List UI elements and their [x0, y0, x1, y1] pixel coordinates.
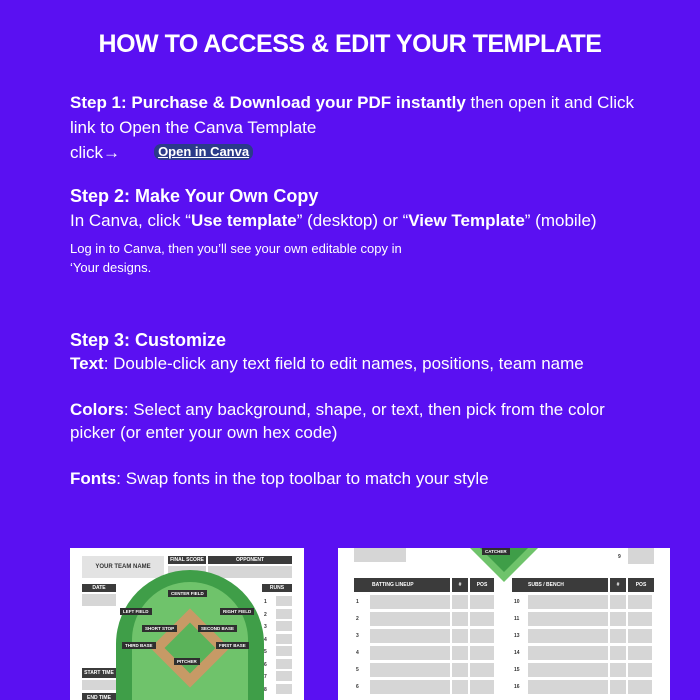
first-base-label: FIRST BASE: [216, 642, 249, 649]
run-box: [276, 596, 292, 606]
pitcher-label: PITCHER: [174, 658, 200, 665]
subs-hash-header: #: [610, 578, 626, 592]
run-box: [276, 646, 292, 656]
table-cell: [628, 629, 652, 643]
run-box: [276, 634, 292, 644]
table-cell: [452, 612, 468, 626]
end-time-label: END TIME: [82, 693, 116, 700]
run-number: 8: [264, 686, 267, 693]
table-cell: [452, 663, 468, 677]
row-number: 5: [356, 667, 359, 673]
top-right-box: [628, 548, 654, 564]
table-cell: [370, 595, 450, 609]
fonts-label: Fonts: [70, 469, 117, 488]
third-base-label: THIRD BASE: [122, 642, 156, 649]
short-stop-label: SHORT STOP: [142, 625, 177, 632]
step2-note: [70, 239, 640, 277]
text-desc: : Double-click any text field to edit names, positions, team name: [103, 354, 584, 373]
run-box: [276, 671, 292, 681]
step3-colors-item: [70, 398, 640, 444]
step1-block: [70, 90, 640, 165]
subs-bench-header: SUBS / BENCH: [512, 578, 608, 592]
table-cell: [528, 612, 608, 626]
table-cell: [528, 646, 608, 660]
table-cell: [452, 595, 468, 609]
colors-label: Colors: [70, 400, 124, 419]
table-cell: [610, 595, 626, 609]
date-box: [82, 594, 116, 606]
table-cell: [628, 680, 652, 694]
row-number: 16: [514, 684, 520, 690]
table-cell: [452, 646, 468, 660]
run-box: [276, 609, 292, 619]
batting-hash-header: #: [452, 578, 468, 592]
top-number: 9: [618, 554, 621, 560]
team-name: YOUR TEAM NAME: [95, 564, 151, 570]
run-number: 4: [264, 636, 267, 643]
table-cell: [470, 612, 494, 626]
table-cell: [470, 663, 494, 677]
colors-desc: : Select any background, shape, or text, then pick from the color picker (or enter your own hex code): [70, 400, 605, 442]
step3-block: [70, 328, 640, 490]
step1-text: then open it and Click link to Open the Canva Template: [70, 93, 635, 137]
table-cell: [528, 595, 608, 609]
table-cell: [452, 629, 468, 643]
step3-heading: Step 3: Customize: [70, 330, 227, 350]
table-cell: [528, 629, 608, 643]
open-in-canva-link[interactable]: Open in Canva: [154, 144, 253, 160]
table-cell: [370, 646, 450, 660]
row-number: 6: [356, 684, 359, 690]
run-number: 2: [264, 611, 267, 618]
start-time-box: [82, 680, 116, 690]
date-label: DATE: [82, 584, 116, 592]
table-cell: [628, 663, 652, 677]
table-cell: [452, 680, 468, 694]
run-number: 5: [264, 649, 267, 655]
right-field-label: RIGHT FIELD: [220, 608, 254, 615]
step2-text-2: ” (desktop) or “: [296, 211, 409, 230]
row-number: 10: [514, 599, 520, 605]
row-number: 3: [356, 633, 359, 639]
batting-lineup-header: BATTING LINEUP: [354, 578, 450, 592]
run-box: [276, 659, 292, 669]
table-cell: [470, 629, 494, 643]
step2-text-3: ” (mobile): [524, 211, 597, 230]
table-cell: [470, 646, 494, 660]
table-cell: [470, 595, 494, 609]
step2-block: [70, 184, 640, 277]
table-cell: [528, 663, 608, 677]
start-time-label: START TIME: [82, 668, 116, 678]
top-left-box: [354, 548, 406, 562]
center-field-label: CENTER FIELD: [168, 590, 207, 597]
table-cell: [470, 680, 494, 694]
run-number: 1: [264, 599, 267, 605]
step2-note-line2: ‘Your designs.: [70, 260, 152, 275]
table-cell: [370, 612, 450, 626]
step2-text: [70, 208, 640, 233]
runs-label: RUNS: [262, 584, 292, 592]
table-cell: [610, 612, 626, 626]
table-cell: [610, 663, 626, 677]
opponent-label: OPPONENT: [208, 556, 292, 564]
step2-note-line1: Log in to Canva, then you’ll see your own editable copy in: [70, 241, 402, 256]
run-box: [276, 621, 292, 631]
row-number: 13: [514, 633, 520, 639]
table-cell: [628, 595, 652, 609]
row-number: 1: [356, 599, 359, 605]
table-cell: [610, 646, 626, 660]
lineup-preview-field: [70, 548, 304, 700]
run-number: 3: [264, 624, 267, 630]
left-field-label: LEFT FIELD: [120, 608, 152, 615]
row-number: 11: [514, 616, 520, 622]
subs-pos-header: POS: [628, 578, 654, 592]
run-number: 7: [264, 674, 267, 680]
step1-click-text: click→: [70, 143, 121, 162]
lineup-preview-table: [338, 548, 670, 700]
batting-pos-header: POS: [470, 578, 494, 592]
table-cell: [370, 663, 450, 677]
row-number: 14: [514, 650, 520, 656]
table-cell: [370, 680, 450, 694]
final-score-label: FINAL SCORE: [168, 556, 206, 564]
view-template-label: View Template: [408, 211, 525, 230]
step2-text-1: In Canva, click “: [70, 211, 191, 230]
run-box: [276, 684, 292, 694]
row-number: 15: [514, 667, 520, 673]
table-cell: [528, 680, 608, 694]
page-title: HOW TO ACCESS & EDIT YOUR TEMPLATE: [98, 30, 602, 58]
second-base-label: SECOND BASE: [198, 625, 237, 632]
table-cell: [628, 646, 652, 660]
fonts-desc: : Swap fonts in the top toolbar to match your style: [116, 469, 489, 488]
row-number: 4: [356, 650, 359, 656]
table-cell: [610, 680, 626, 694]
row-number: 2: [356, 616, 359, 622]
text-label: Text: [70, 354, 104, 373]
step3-text-item: [70, 352, 640, 375]
run-number: 6: [264, 661, 267, 668]
use-template-label: Use template: [190, 211, 297, 230]
step1-heading: Step 1: Purchase & Download your PDF instantly: [70, 93, 466, 112]
table-cell: [610, 629, 626, 643]
table-cell: [370, 629, 450, 643]
table-cell: [628, 612, 652, 626]
step2-heading: Step 2: Make Your Own Copy: [70, 186, 319, 206]
step3-fonts-item: [70, 467, 640, 490]
catcher-label: CATCHER: [482, 548, 510, 555]
